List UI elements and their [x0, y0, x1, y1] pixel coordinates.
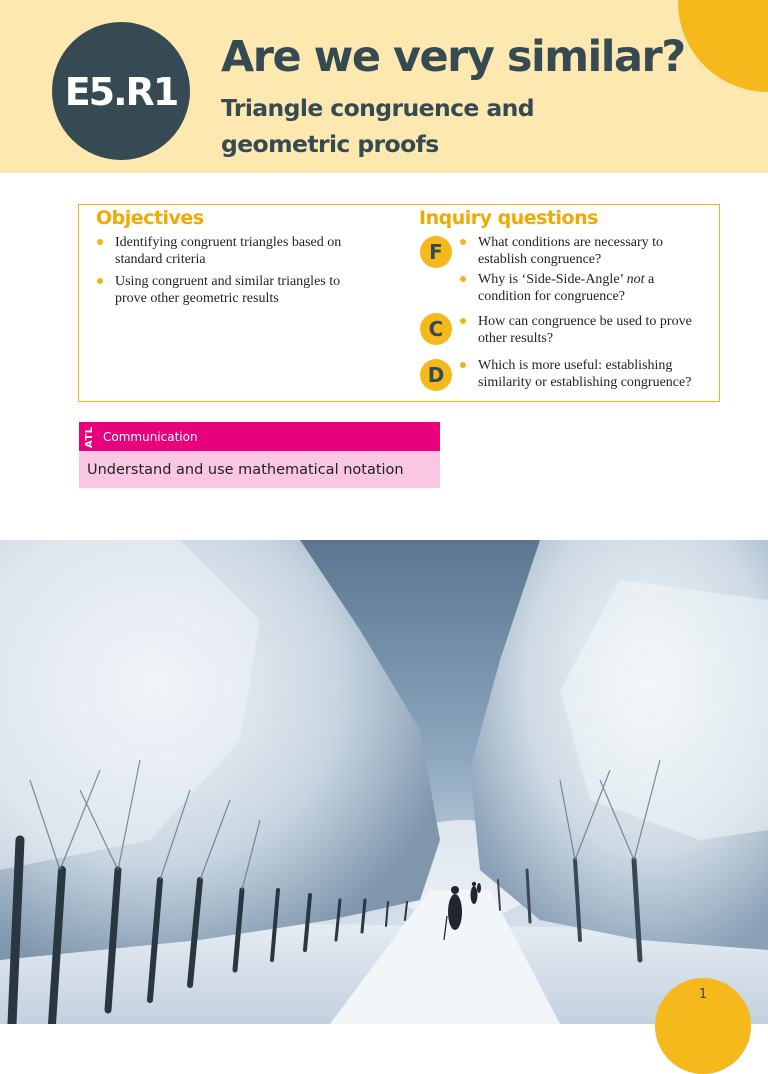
inquiry-heading: Inquiry questions [419, 207, 598, 229]
atl-tag: ATL [84, 426, 95, 448]
chapter-badge [52, 22, 190, 160]
inquiry-question: Why is ‘Side-Side-Angle’ not a condition for congruence? [478, 271, 708, 305]
corner-decoration [678, 0, 768, 92]
conceptual-letter-icon: C [420, 313, 452, 345]
subtitle-line-2: geometric proofs [221, 130, 439, 158]
objective-item: Identifying congruent triangles based on standard criteria [115, 234, 365, 268]
objectives-heading: Objectives [96, 207, 204, 229]
subtitle-line-1: Triangle congruence and [221, 94, 534, 122]
debatable-letter-icon: D [420, 359, 452, 391]
atl-skill: Understand and use mathematical notation [87, 462, 404, 478]
inquiry-question: Which is more useful: establishing similarity or establishing congruence? [478, 357, 713, 391]
snowy-avenue-photo [0, 540, 768, 1024]
inquiry-question: How can congruence be used to prove other results? [478, 313, 713, 347]
factual-letter-icon: F [420, 236, 452, 268]
page-subtitle [221, 90, 534, 162]
chapter-code: E5.R1 [64, 70, 178, 114]
inquiry-question: What conditions are necessary to establish congruence? [478, 234, 708, 268]
chapter-header [0, 0, 768, 173]
objective-item: Using congruent and similar triangles to prove other geometric results [115, 273, 365, 307]
page-title: Are we very similar? [221, 32, 685, 82]
page-number: 1 [698, 987, 708, 1002]
atl-category: Communication [103, 430, 198, 444]
